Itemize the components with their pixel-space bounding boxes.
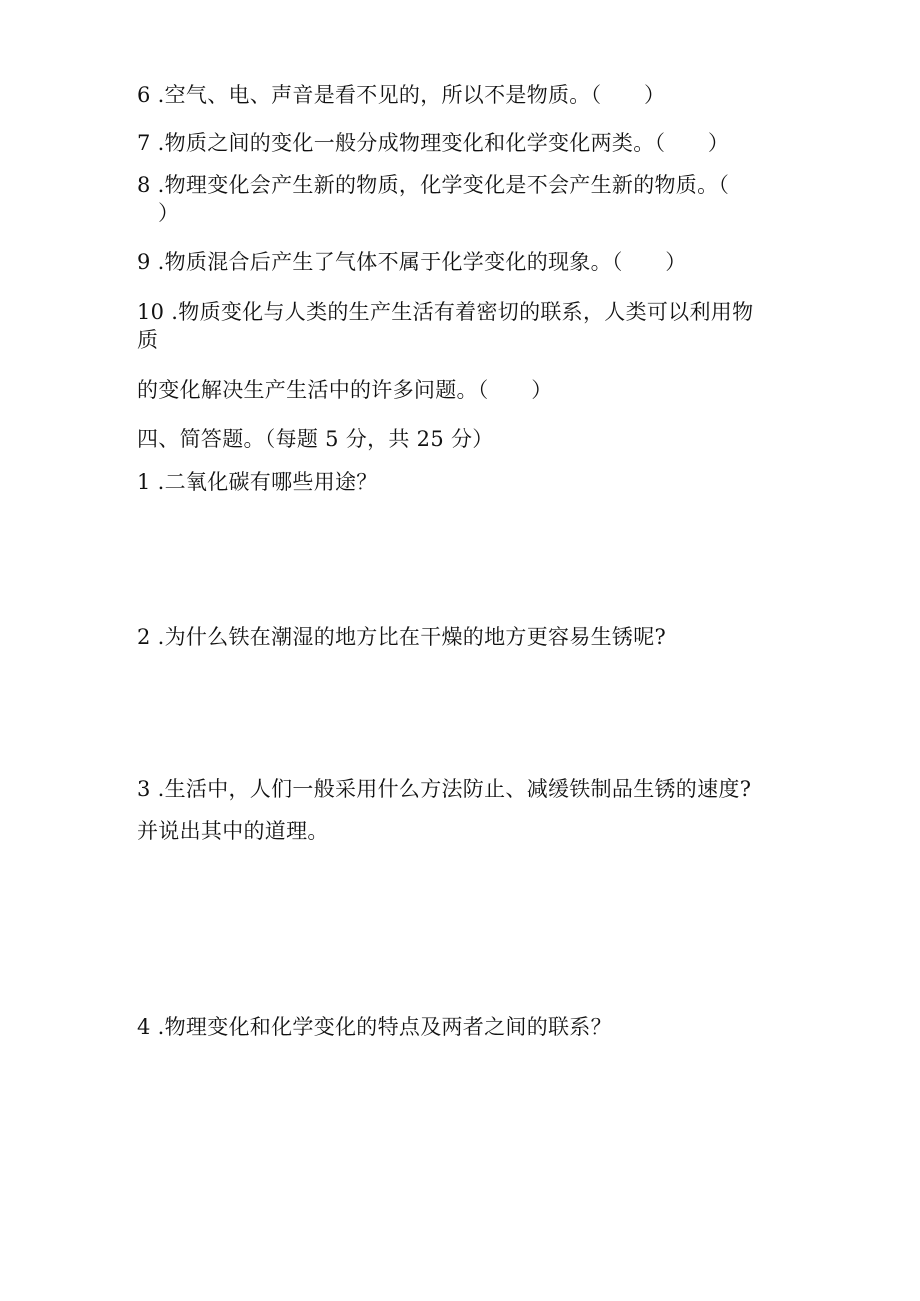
question-10-line-2: 质 xyxy=(137,328,159,352)
short-answer-3-line-2: 并说出其中的道理。 xyxy=(137,819,329,843)
question-8-line-1: 8 .物理变化会产生新的物质，化学变化是不会产生新的物质。（ xyxy=(137,173,730,197)
question-10-line-3: 的变化解决生产生活中的许多问题。（ ） xyxy=(137,378,553,402)
question-6: 6 .空气、电、声音是看不见的，所以不是物质。（ ） xyxy=(137,83,666,107)
question-10-line-1: 10 .物质变化与人类的生产生活有着密切的联系，人类可以利用物 xyxy=(137,300,754,324)
short-answer-2: 2 .为什么铁在潮湿的地方比在干燥的地方更容易生锈呢? xyxy=(137,625,667,649)
short-answer-1: 1 .二氧化碳有哪些用途？ xyxy=(137,470,378,494)
question-9: 9 .物质混合后产生了气体不属于化学变化的现象。（ ） xyxy=(137,250,687,274)
question-7: 7 .物质之间的变化一般分成物理变化和化学变化两类。（ ） xyxy=(137,131,730,155)
short-answer-4: 4 .物理变化和化学变化的特点及两者之间的联系？ xyxy=(137,1015,612,1039)
question-8-line-2: ） xyxy=(158,201,180,225)
section-4-heading: 四、简答题。（每题 5 分，共 25 分） xyxy=(137,427,494,451)
short-answer-3-line-1: 3 .生活中，人们一般采用什么方法防止、减缓铁制品生锈的速度? xyxy=(137,777,752,801)
